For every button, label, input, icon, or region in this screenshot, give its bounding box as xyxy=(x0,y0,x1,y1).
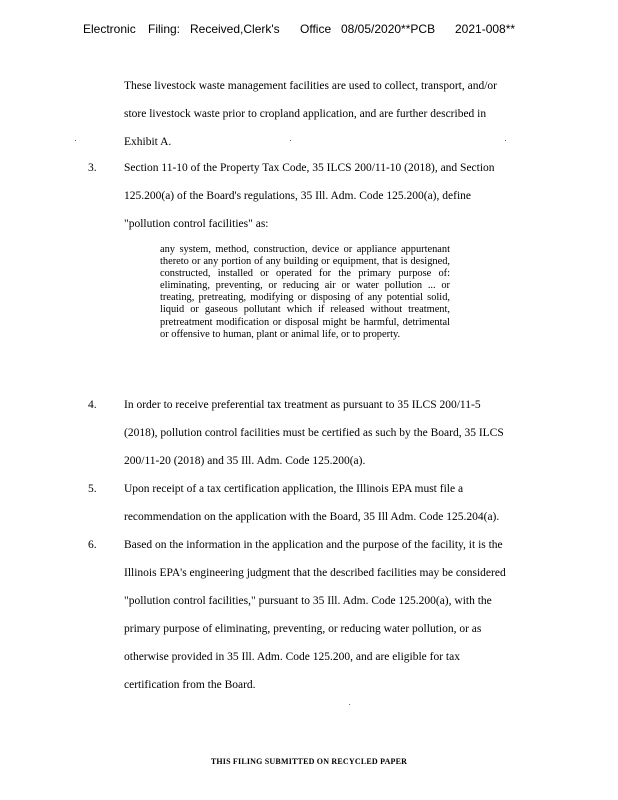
definition-quote: any system, method, construction, device or appliance appurtenant thereto or any portion of any building or equipment, that is designed, constructed, installed or operated for the primary purpose of: eliminating, preventing, or reducing air or water pollution ... or treating, pretreating, modifying or disposing of any potential solid, liquid or gaseous pollutant which if released without treatment, pretreatment modification or disposal might be harmful, detrimental or offensive to human, plant or animal life, or to property. xyxy=(160,244,450,340)
para-4-line-3: 200/11-20 (2018) and 35 Ill. Adm. Code 125.200(a). xyxy=(124,455,366,467)
para-3-line-3: "pollution control facilities" as: xyxy=(124,218,269,230)
header-date: 08/05/2020**PCB xyxy=(341,22,436,36)
para-4-line-2: (2018), pollution control facilities must be certified as such by the Board, 35 ILCS xyxy=(124,427,504,439)
scan-speck xyxy=(349,704,350,705)
para-3-number: 3. xyxy=(88,162,97,174)
header-electronic: Electronic xyxy=(83,22,136,36)
para-5-line-2: recommendation on the application with the Board, 35 Ill Adm. Code 125.204(a). xyxy=(124,511,500,523)
header-received: Received,Clerk's xyxy=(190,22,280,36)
para-3-line-1: Section 11-10 of the Property Tax Code, 35 ILCS 200/11-10 (2018), and Section xyxy=(124,162,495,174)
para-4-line-1: In order to receive preferential tax treatment as pursuant to 35 ILCS 200/11-5 xyxy=(124,399,481,411)
header-office: Office xyxy=(300,22,332,36)
para-6-line-6: certification from the Board. xyxy=(124,679,256,691)
header-docket: 2021-008** xyxy=(455,22,516,36)
para-3-line-2: 125.200(a) of the Board's regulations, 35 Ill. Adm. Code 125.200(a), define xyxy=(124,190,471,202)
para-6-number: 6. xyxy=(88,539,97,551)
para-6-line-2: Illinois EPA's engineering judgment that the described facilities may be considered xyxy=(124,567,506,579)
para-4-number: 4. xyxy=(88,399,97,411)
para-6-line-5: otherwise provided in 35 Ill. Adm. Code 125.200, and are eligible for tax xyxy=(124,651,460,663)
para-6-line-4: primary purpose of eliminating, preventing, or reducing water pollution, or as xyxy=(124,623,482,635)
scan-speck xyxy=(75,140,76,141)
para-6-line-1: Based on the information in the application and the purpose of the facility, it is the xyxy=(124,539,503,551)
scan-speck xyxy=(505,140,506,141)
para-5-number: 5. xyxy=(88,483,97,495)
scan-speck xyxy=(290,140,291,141)
header-filing: Filing: xyxy=(148,22,181,36)
recycled-paper-footer: THIS FILING SUBMITTED ON RECYCLED PAPER xyxy=(210,757,408,766)
intro-line-1: These livestock waste management facilities are used to collect, transport, and/or xyxy=(124,80,497,92)
filing-header xyxy=(83,22,603,38)
intro-line-2: store livestock waste prior to cropland application, and are further described in xyxy=(124,108,487,120)
intro-line-3: Exhibit A. xyxy=(124,136,172,148)
para-5-line-1: Upon receipt of a tax certification application, the Illinois EPA must file a xyxy=(124,483,464,495)
para-6-line-3: "pollution control facilities," pursuant to 35 Ill. Adm. Code 125.200(a), with the xyxy=(124,595,492,607)
